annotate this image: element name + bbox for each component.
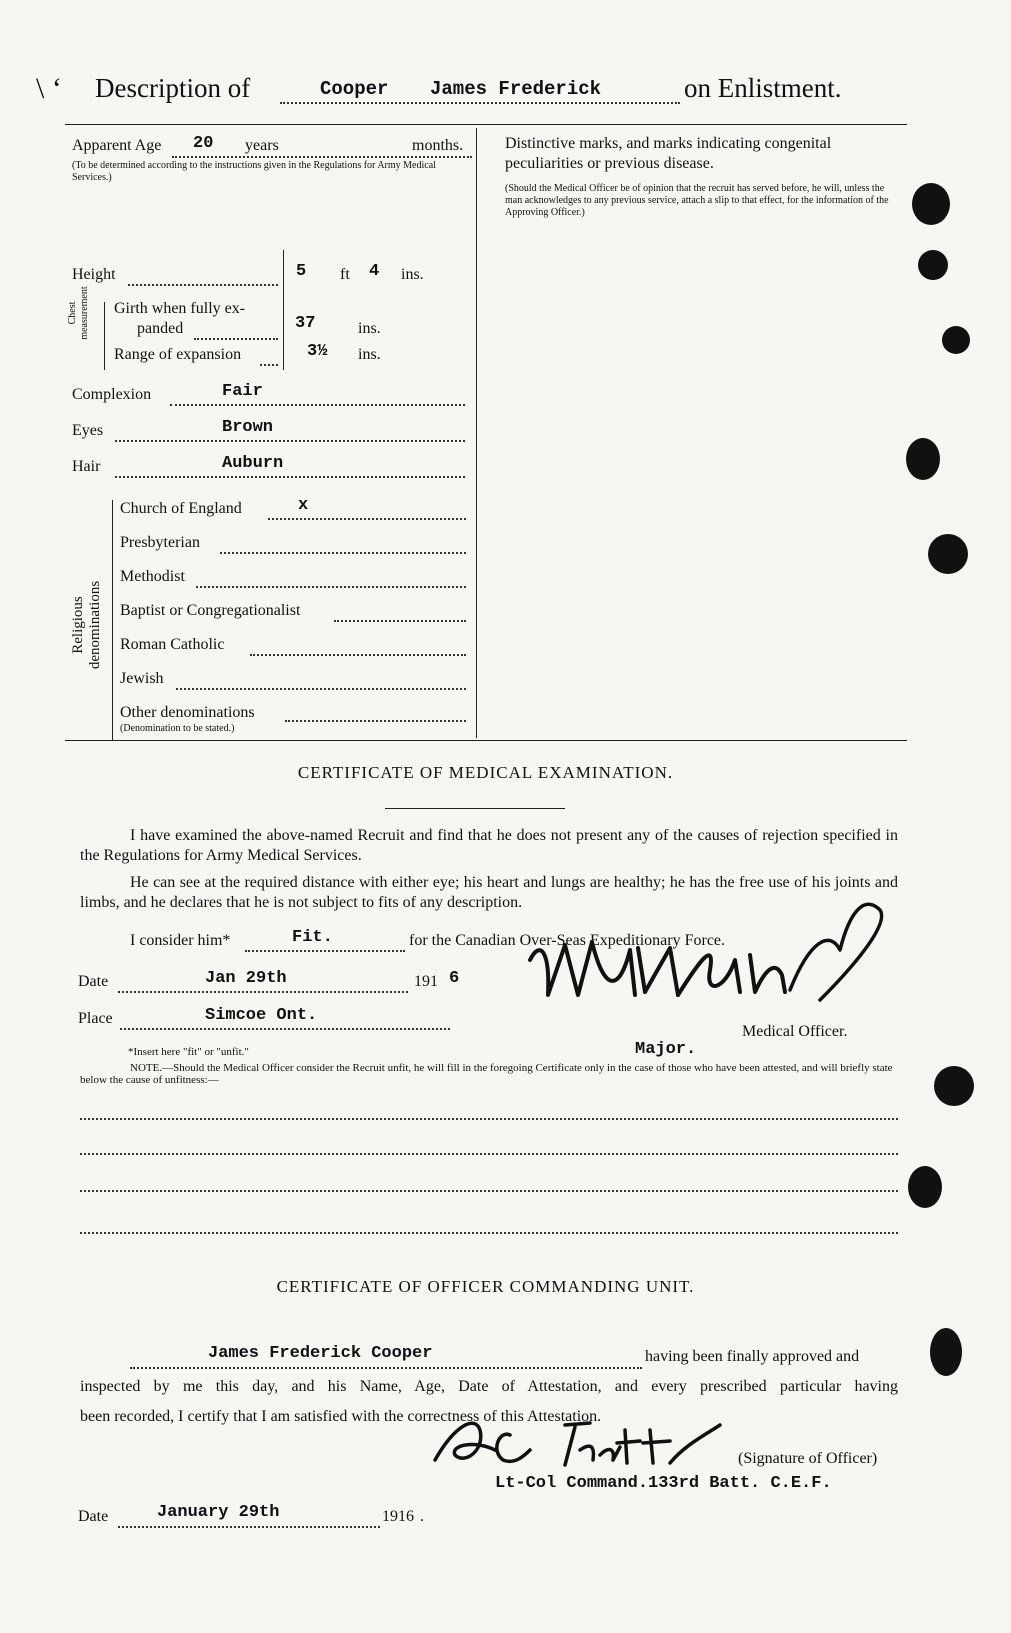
top-rule (65, 124, 907, 125)
commanding-year-value: 1916 (382, 1508, 414, 1525)
fit-value: Fit. (292, 928, 333, 947)
range-label: Range of expansion (114, 346, 242, 363)
religion-line (176, 688, 466, 690)
medical-officer-rank: Major. (635, 1040, 697, 1059)
commanding-text-1: having been finally approved and (645, 1348, 860, 1365)
religion-mark: x (298, 496, 309, 515)
complexion-line (170, 404, 465, 406)
ft-label: ft (340, 266, 350, 283)
age-note: (To be determined according to the instructions given in the Regulations for Army Medical Services.) (72, 160, 436, 183)
age-years-value: 20 (193, 134, 214, 153)
religion-item: Jewish (120, 670, 164, 687)
distinctive-marks-note: (Should the Medical Officer be of opinion that the recruit has served before, he will, unless the man acknowledges to any previous service, attach a slip to that effect, for the information of the Approving Officer.) (505, 183, 889, 218)
hair-line (115, 476, 465, 478)
signature-of-officer-label: (Signature of Officer) (738, 1450, 878, 1467)
header-prefix: Description of (95, 73, 251, 103)
commanding-text-2: inspected by me this day, and his Name, Age, Date of Attestation, and every prescribed particular having (80, 1378, 898, 1395)
chest-measurement-label: Chest measurement (67, 286, 90, 340)
height-in-value: 4 (369, 262, 380, 281)
punch-hole-mark (928, 534, 968, 574)
commanding-name-line (130, 1367, 642, 1369)
years-label: years (245, 137, 279, 154)
unfitness-line (80, 1153, 898, 1155)
religion-item: Church of England (120, 500, 242, 517)
range-unit: ins. (358, 346, 381, 363)
punch-hole-mark (906, 438, 940, 480)
punch-hole-mark (912, 183, 950, 225)
religion-line (250, 654, 466, 656)
age-line (172, 156, 472, 158)
column-divider (476, 128, 477, 738)
medical-certificate-title: CERTIFICATE OF MEDICAL EXAMINATION. (297, 763, 674, 782)
girth-value: 37 (295, 314, 316, 333)
medical-paragraph-2: He can see at the required distance with either eye; his heart and lungs are healthy; he has the free use of his joints and limbs, and he declares that he is not subject to fits of any description. (80, 874, 898, 911)
place-label: Place (78, 1010, 113, 1027)
section-rule (65, 740, 907, 741)
eyes-line (115, 440, 465, 442)
commanding-date-line (118, 1526, 380, 1528)
medical-date-value: Jan 29th (205, 969, 287, 988)
header-suffix: on Enlistment. (684, 73, 842, 103)
range-value: 3½ (307, 342, 328, 361)
eyes-value: Brown (222, 418, 274, 437)
girth-unit: ins. (358, 320, 381, 337)
religion-item: Roman Catholic (120, 636, 225, 653)
girth-label-line1: Girth when fully ex- (114, 300, 246, 317)
punch-hole-mark (908, 1166, 942, 1208)
denomination-note: (Denomination to be stated.) (120, 723, 235, 734)
medical-date-line (118, 991, 408, 993)
commanding-date-value: January 29th (157, 1503, 280, 1522)
medical-officer-label: Medical Officer. (742, 1023, 848, 1040)
commanding-name-value: James Frederick Cooper (208, 1344, 433, 1363)
consider-label: I consider him* (130, 932, 231, 949)
header-surname: Cooper (320, 78, 389, 100)
unfitness-line (80, 1232, 898, 1234)
complexion-value: Fair (222, 382, 263, 401)
religion-item: Presbyterian (120, 534, 200, 551)
medical-date-label: Date (78, 973, 109, 990)
religion-line (196, 586, 466, 588)
punch-hole-mark (918, 250, 948, 280)
complexion-label: Complexion (72, 386, 152, 403)
eyes-label: Eyes (72, 422, 104, 439)
height-label: Height (72, 266, 116, 283)
medical-title-rule (385, 808, 565, 809)
religion-item: Other denominations (120, 704, 255, 721)
religious-denominations-label: Religious denominations (70, 580, 103, 670)
apparent-age-label: Apparent Age (72, 137, 162, 154)
unfitness-line (80, 1118, 898, 1120)
commanding-text-3: been recorded, I certify that I am satisfied with the correctness of this Attestation. (80, 1408, 602, 1425)
religion-bracket (112, 500, 113, 740)
force-label: for the Canadian Over-Seas Expeditionary Force. (409, 932, 726, 949)
medical-year-digit: 6 (449, 969, 460, 988)
months-label: months. (412, 137, 464, 154)
girth-label-line2: panded (137, 320, 184, 337)
religion-line (285, 720, 466, 722)
hair-label: Hair (72, 458, 101, 475)
medical-officer-signature (510, 900, 900, 1040)
girth-line (194, 338, 278, 340)
commanding-rank-value: Lt-Col Command.133rd Batt. C.E.F. (495, 1474, 832, 1493)
medical-year-prefix: 191 (414, 973, 438, 990)
measure-divider (283, 250, 284, 370)
height-ft-value: 5 (296, 262, 307, 281)
religion-item: Baptist or Congregationalist (120, 602, 301, 619)
religion-line (220, 552, 466, 554)
place-value: Simcoe Ont. (205, 1006, 318, 1025)
religion-line (268, 518, 466, 520)
unfitness-line (80, 1190, 898, 1192)
hair-value: Auburn (222, 454, 284, 473)
insert-note: *Insert here "fit" or "unfit." (128, 1046, 249, 1058)
header-given-names: James Frederick (430, 78, 602, 100)
punch-hole-mark (930, 1328, 962, 1376)
commanding-officer-signature (415, 1405, 735, 1485)
commanding-date-label: Date (78, 1508, 109, 1525)
commanding-year-suffix: . (420, 1508, 424, 1525)
range-line (260, 364, 278, 366)
header-fill-line (280, 102, 680, 104)
unfit-note: NOTE.—Should the Medical Officer consider the Recruit unfit, he will fill in the foregoing Certificate only in the case of those who have been attested, and will briefly state below the cause of unfitness:— (80, 1062, 893, 1086)
commanding-certificate-title: CERTIFICATE OF OFFICER COMMANDING UNIT. (276, 1277, 695, 1296)
religion-item: Methodist (120, 568, 185, 585)
height-ins-label: ins. (401, 266, 424, 283)
medical-paragraph-1: I have examined the above-named Recruit and find that he does not present any of the causes of rejection specified in the Regulations for Army Medical Services. (80, 827, 898, 864)
punch-hole-mark (942, 326, 970, 354)
distinctive-marks-title: Distinctive marks, and marks indicating congenital peculiarities or previous disease. (505, 135, 832, 172)
fit-line (245, 950, 405, 952)
height-line (128, 284, 278, 286)
corner-tick: \ ‘ (36, 72, 62, 105)
religion-line (334, 620, 466, 622)
chest-bracket (104, 302, 105, 370)
punch-hole-mark (934, 1066, 974, 1106)
place-line (120, 1028, 450, 1030)
